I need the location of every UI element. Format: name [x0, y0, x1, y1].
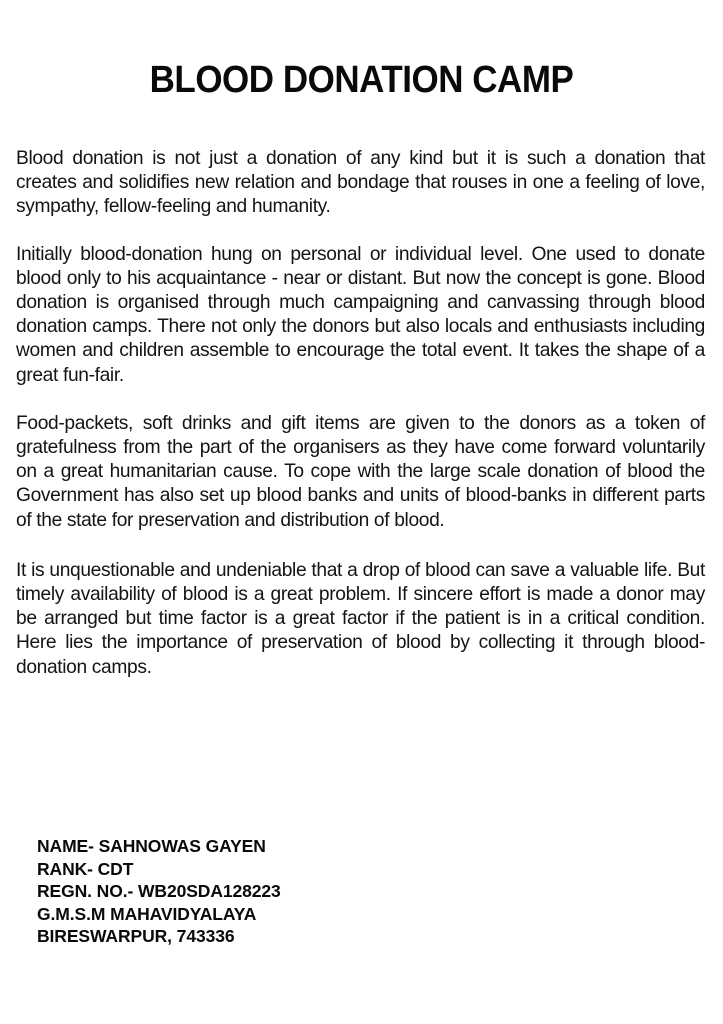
signature-name: NAME- SAHNOWAS GAYEN: [37, 836, 266, 856]
signature-address: BIRESWARPUR, 743336: [37, 926, 235, 946]
paragraph-conclusion: It is unquestionable and undeniable that a drop of blood can save a valuable life. But timely availability of blood is a great problem. If sincere effort is made a donor may be arranged but time factor is a great factor if the patient is in a critical condition. Here lies the importance of preservation of blood by collecting it through blood-donation camps.: [16, 559, 705, 678]
signature-institution: G.M.S.M MAHAVIDYALAYA: [37, 903, 257, 924]
essay-body: [16, 147, 705, 701]
paragraph-introduction: Blood donation is not just a donation of any kind but it is such a donation that creates and solidifies new relation and bondage that rouses in one a feeling of love, sympathy, fellow-feeling and humanity.: [16, 148, 705, 218]
document-title: BLOOD DONATION CAMP: [149, 59, 574, 101]
signature-registration-number: REGN. NO.- WB20SDA128223: [37, 881, 281, 901]
paragraph-donor-gifts: Food-packets, soft drinks and gift items are given to the donors as a token of gratefulness from the part of the organisers as they have come forward voluntarily on a great humanitarian cause. To cope with the large scale donation of blood the Government has also set up blood banks and units of blood-banks in different parts of the state for preservation and distribution of blood.: [16, 412, 705, 531]
signature-block: [37, 835, 437, 948]
signature-rank: RANK- CDT: [37, 858, 134, 879]
paragraph-history: Initially blood-donation hung on personal or individual level. One used to donate blood only to his acquaintance - near or distant. But now the concept is gone. Blood donation is organised through much campaigning and canvassing through blood donation camps. There not only the donors but also locals and enthusiasts including women and children assemble to encourage the total event. It takes the shape of a great fun-fair.: [16, 243, 705, 386]
